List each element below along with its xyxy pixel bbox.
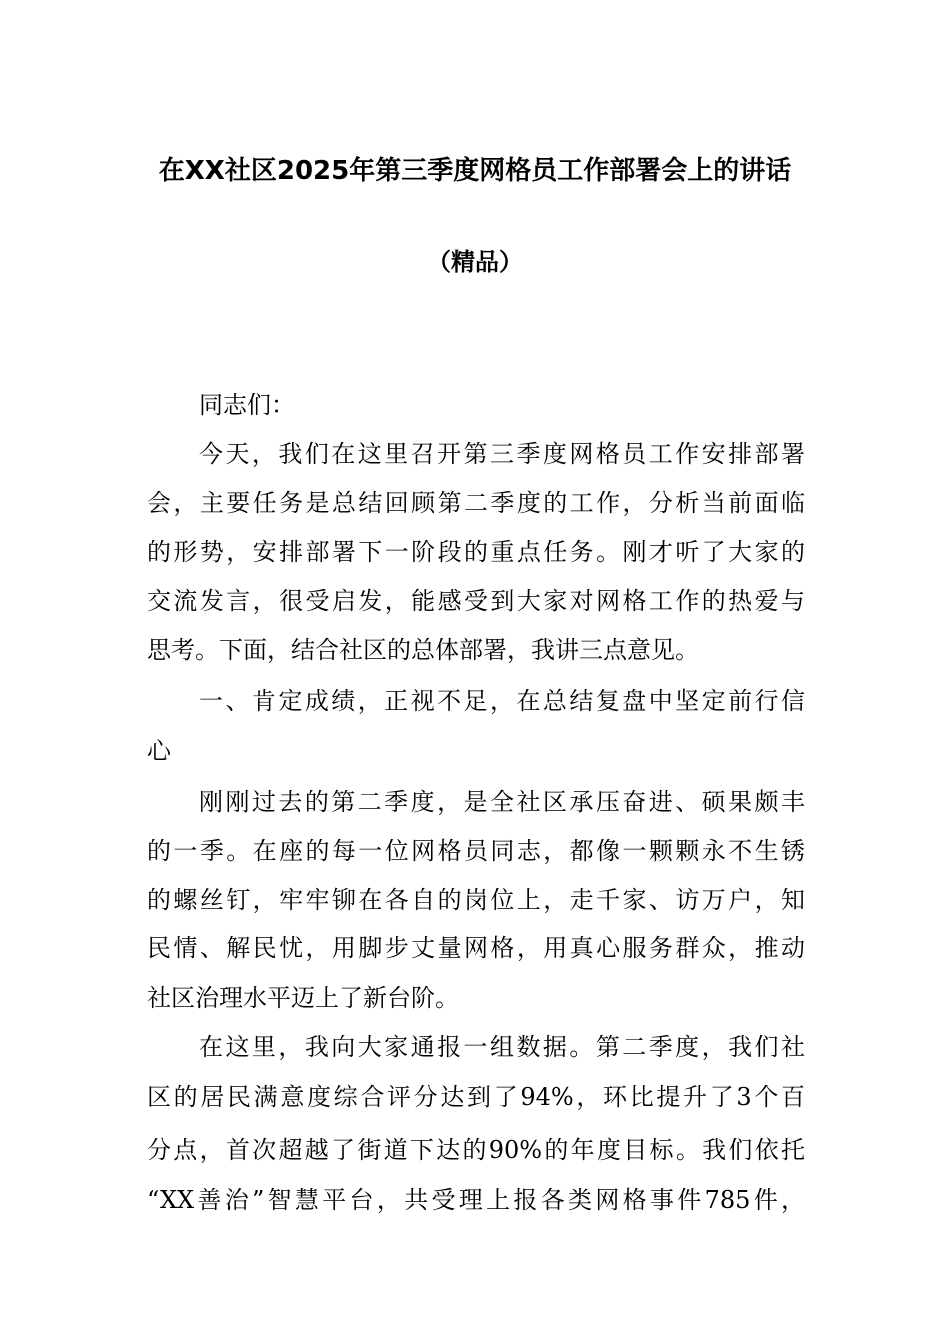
- text-line: 分点，首次超越了街道下达的90%的年度目标。我们依托: [147, 1136, 805, 1164]
- text-line: 会，主要任务是总结回顾第二季度的工作，分析当前面临: [147, 489, 805, 517]
- text-line: 刚刚过去的第二季度，是全社区承压奋进、硕果颇丰: [199, 788, 805, 816]
- text-line: 的形势，安排部署下一阶段的重点任务。刚才听了大家的: [147, 538, 805, 566]
- text-line: 今天，我们在这里召开第三季度网格员工作安排部署: [199, 440, 805, 468]
- text-line: 心: [147, 737, 171, 765]
- text-line: 区的居民满意度综合评分达到了94%，环比提升了3个百: [147, 1083, 805, 1111]
- text-line: 交流发言，很受启发，能感受到大家对网格工作的热爱与: [147, 587, 805, 615]
- text-line: 同志们：: [199, 391, 295, 419]
- text-line: “XX善治”智慧平台，共受理上报各类网格事件785件，: [147, 1186, 805, 1214]
- text-line: 在这里，我向大家通报一组数据。第二季度，我们社: [199, 1033, 805, 1061]
- text-line: 思考。下面，结合社区的总体部署，我讲三点意见。: [147, 636, 699, 664]
- text-line: 的一季。在座的每一位网格员同志，都像一颗颗永不生锈: [147, 837, 805, 865]
- document-subtitle: （精品）: [427, 248, 523, 276]
- text-line: 的螺丝钉，牢牢铆在各自的岗位上，走千家、访万户，知: [147, 886, 805, 914]
- document-title: 在XX社区2025年第三季度网格员工作部署会上的讲话: [158, 156, 792, 186]
- text-line: 社区治理水平迈上了新台阶。: [147, 984, 459, 1012]
- text-line: 民情、解民忧，用脚步丈量网格，用真心服务群众，推动: [147, 934, 805, 962]
- text-line: 一、肯定成绩，正视不足，在总结复盘中坚定前行信: [199, 687, 805, 715]
